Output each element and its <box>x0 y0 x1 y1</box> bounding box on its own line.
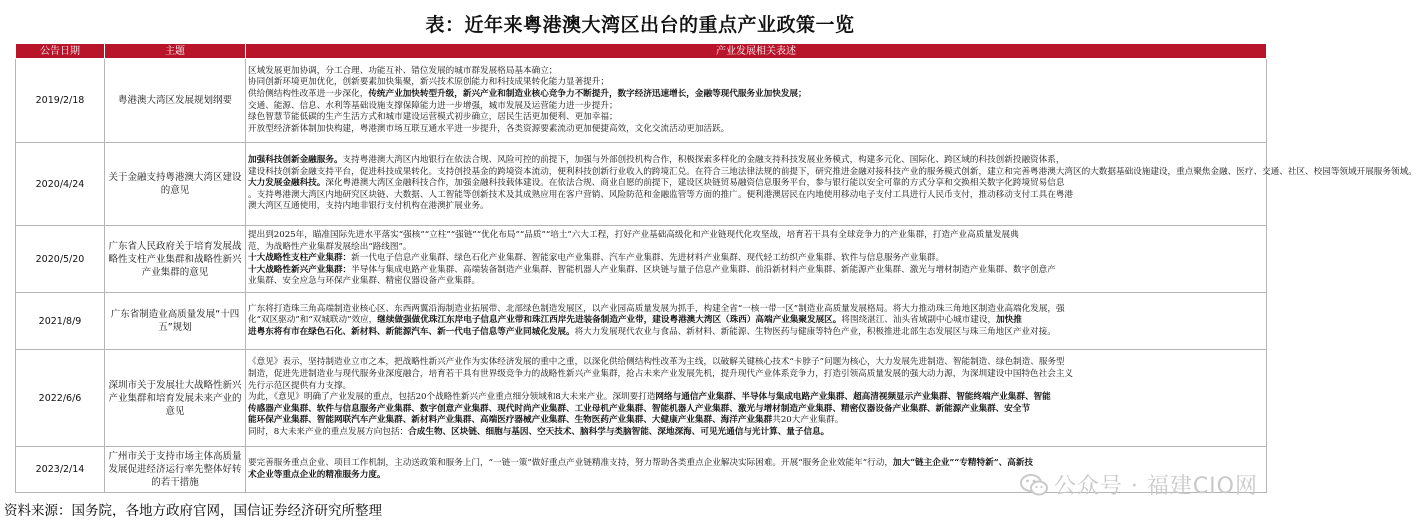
wechat-icon <box>1020 474 1048 496</box>
watermark <box>1020 469 1258 500</box>
body-text: 制造，促进先进制造业与现代服务业深度融合，培育若干具有世界级竞争力的战略性新兴产业集群，抢占未来产业发展先机，提升现代产业体系竞争力，打造引领高质量发展的强大动力源，为深圳建设中国特色社会主义 <box>248 369 1074 380</box>
body-text: 将围绕湛江、汕头省域副中心城市建设， <box>841 315 997 326</box>
body-text: 交通、能源、信息、水利等基础设施支撑保障能力进一步增强，城市发展及运营能力进一步提升； <box>248 100 618 111</box>
description-line <box>248 155 1264 167</box>
emphasis-text: 继续做强做优珠江东岸电子信息产业带和珠江西岸先进装备制造产业带，建设粤港澳大湾区（珠西）高端产业集聚发展区。 <box>377 315 842 326</box>
description-line <box>248 77 1264 89</box>
body-text: 建设科技创新金融支持平台，促进科技成果转化。支持创投基金的跨境资本流动，便利科技创新行业收入的跨境汇兑。在符合三地法律法规的前提下，研究推进金融对接科技产业的服务模式创新，建立和完善粤港澳大湾区的大数据基础设施建设，重点聚焦金融、医疗、交通、社区、校园等领域开展服务领域。 <box>248 166 1417 177</box>
cell-date: 2019/2/18 <box>16 59 105 143</box>
body-text: 区域发展更加协调，分工合理、功能互补、错位发展的城市群发展格局基本确立； <box>248 65 558 76</box>
description-line <box>248 166 1417 179</box>
body-text: 共20大产业集群。 <box>772 415 844 426</box>
cell-topic: 广东省制造业高质量发展“十四五”规划 <box>105 293 246 350</box>
description-line <box>248 315 1264 327</box>
body-text: 业集群、安全应急与环保产业集群、精密仪器设备产业集群。 <box>248 276 481 287</box>
cell-topic: 深圳市关于发展壮大战略性新兴产业集群和培育发展未来产业的意见 <box>105 350 246 447</box>
body-text: 新一代电子信息产业集群、绿色石化产业集群、智能家电产业集群、汽车产业集群、先进材料产业集群、现代轻工纺织产业集群、软件与信息服务产业集群。 <box>351 253 945 264</box>
body-text: 提出到2025年，瞄准国际先进水平落实“强核”“立柱”“强链”“优化布局”“品质”“培土”六大工程，打好产业基础高级化和产业链现代化攻坚战，培育若干具有全球竞争力的产业集群，打造产业高质量发展典 <box>248 230 1019 241</box>
description-line <box>248 253 1264 265</box>
table-row <box>16 350 1267 447</box>
emphasis-text: 网络与通信产业集群、半导体与集成电路产业集群、超高清视频显示产业集群、智能终端产业集群、智能 <box>655 392 1051 403</box>
watermark-text: 公众号 · 福建CIO网 <box>1053 474 1258 499</box>
description-line <box>248 265 1264 277</box>
emphasis-text: 能环保产业集群、智能网联汽车产业集群、新材料产业集群、高端医疗器械产业集群、生物医药产业集群、大健康产业集群、海洋产业集群 <box>248 415 773 426</box>
description-line <box>248 89 1264 101</box>
description-line <box>248 404 1264 416</box>
page-title: 表：近年来粤港澳大湾区出台的重点产业政策一览 <box>425 14 855 36</box>
body-text: 半导体与集成电路产业集群、高端装备制造产业集群、智能机器人产业集群、区块链与量子信息产业集群、前沿新材料产业集群、新能源产业集群、激光与增材制造产业集群、数字创意产 <box>351 264 1056 275</box>
body-text: 支持粤港澳大湾区内地银行在依法合规、风险可控的前提下，加强与外部创投机构合作，积极探索多样化的金融支持科技发展业务模式，构建多元化、国际化、跨区域的科技创新投融资体系， <box>342 155 1065 166</box>
cell-description <box>246 226 1267 293</box>
emphasis-text: 十大战略性支柱产业集群： <box>248 253 352 264</box>
cell-topic: 粤港澳大湾区发展规划纲要 <box>105 59 246 143</box>
body-text: 同时，8大未来产业的重点发展方向包括： <box>248 426 409 437</box>
emphasis-text: 术企业等重点企业的精准服务力度。 <box>248 469 386 480</box>
cell-description <box>246 293 1267 350</box>
policy-table <box>15 43 1417 493</box>
cell-description <box>246 350 1267 447</box>
description-line <box>248 190 1264 202</box>
cell-topic: 广东省人民政府关于培育发展战略性支柱产业集群和战略性新兴产业集群的意见 <box>105 226 246 293</box>
body-text: 要完善服务重点企业、项目工作机制，主动送政策和服务上门，“一链一策”做好重点产业链精准支持，努力帮助各类重点企业解决实际困难。开展“服务企业效能年”行动， <box>248 457 893 468</box>
emphasis-text: 进粤东将有市在绿色石化、新材料、新能源汽车、新一代电子信息等产业同城化发展。 <box>248 326 575 337</box>
body-text: 化“双区驱动”和“双城联动”效应， <box>248 315 378 326</box>
description-line <box>248 101 1264 113</box>
body-text: 深化粤港澳大湾区金融科技合作，加强金融科技载体建设。在依法合规、商业自愿的前提下，建设区块链贸易融资信息服务平台，参与银行能以安全可靠的方式分享和交换相关数字化跨境贸易信息 <box>325 178 1065 189</box>
description-line <box>248 304 1264 316</box>
body-text: 澳大湾区互通使用，支持内地非银行支付机构在港澳扩展业务。 <box>248 201 489 212</box>
emphasis-text: 传感器产业集群、软件与信息服务产业集群、数字创意产业集群、现代时尚产业集群、工业母机产业集群、智能机器人产业集群、激光与增材制造产业集群、精密仪器设备产业集群、新能源产业集群、安全节 <box>248 403 1031 414</box>
body-text: 范，为战略性产业集群发展绘出“路线图”。 <box>248 241 412 252</box>
source-note: 资料来源：国务院，各地方政府官网，国信证券经济研究所整理 <box>4 503 382 519</box>
description-line <box>248 276 1264 288</box>
description-line <box>248 201 1264 213</box>
emphasis-text: 大力发展金融科技。 <box>248 178 326 189</box>
body-text: 将大力发展现代农业与食品、新材料、新能源、生物医药与健康等特色产业，积极推进北部生态发展区与珠三角地区产业对接。 <box>574 326 1056 337</box>
description-line <box>248 230 1264 242</box>
cell-topic: 广州市关于支持市场主体高质量发展促进经济运行率先整体好转的若干措施 <box>105 447 246 493</box>
emphasis-text: 加快推 <box>996 315 1022 326</box>
description-line <box>248 124 1264 136</box>
emphasis-text: 十大战略性新兴产业集群： <box>248 264 352 275</box>
header-desc: 产业发展相关表述 <box>246 44 1267 59</box>
body-text: 绿色智慧节能低碳的生产生活方式和城市建设运营模式初步确立，居民生活更加便利、更加幸福； <box>248 112 618 123</box>
description-line <box>248 327 1264 339</box>
description-line <box>248 112 1264 124</box>
emphasis-text: 传统产业加快转型升级，新兴产业和制造业核心竞争力不断提升，数字经济迅速增长，金融等现代服务业加快发展； <box>368 88 807 99</box>
cell-topic: 关于金融支持粤港澳大湾区建设的意见 <box>105 143 246 226</box>
body-text: 先行示范区提供有力支撑。 <box>248 380 352 391</box>
description-line <box>248 66 1264 78</box>
description-line <box>248 357 1264 369</box>
emphasis-text: 加强科技创新金融服务。 <box>248 155 343 166</box>
cell-date: 2022/6/6 <box>16 350 105 447</box>
description-line <box>248 381 1264 393</box>
cell-date: 2023/2/14 <box>16 447 105 493</box>
table-header-row <box>16 44 1267 59</box>
table-body <box>16 59 1417 493</box>
table-row <box>16 226 1267 293</box>
header-date: 公告日期 <box>16 44 105 59</box>
cell-description <box>246 143 1417 226</box>
description-line <box>248 415 1264 427</box>
body-text: 《意见》表示，坚持制造业立市之本，把战略性新兴产业作为实体经济发展的重中之重，以深化供给侧结构性改革为主线，以破解关键核心技术“卡脖子”问题为核心，大力发展先进制造、智能制造、绿色制造、服务型 <box>248 357 1065 368</box>
body-text: 为此，《意见》明确了产业发展的重点，包括20个战略性新兴产业重点细分领域和8大未来产业。深圳要打造 <box>248 392 656 403</box>
cell-description <box>246 59 1267 143</box>
body-text: 开放型经济新体制加快构建，粤港澳市场互联互通水平进一步提升，各类资源要素流动更加便捷高效，文化交流活动更加活跃。 <box>248 123 730 134</box>
table-row <box>16 59 1267 143</box>
emphasis-text: 合成生物、区块链、细胞与基因、空天技术、脑科学与类脑智能、深地深海、可见光通信与光计算、量子信息。 <box>408 426 830 437</box>
table-row <box>16 293 1267 350</box>
description-line <box>248 242 1264 254</box>
cell-date: 2021/8/9 <box>16 293 105 350</box>
description-line <box>248 392 1264 404</box>
description-line <box>248 427 1264 439</box>
body-text: 协同创新环境更加优化，创新要素加快集聚，新兴技术原创能力和科技成果转化能力显著提升； <box>248 77 609 88</box>
body-text: 供给侧结构性改革进一步深化， <box>248 88 369 99</box>
body-text: 。支持粤港澳大湾区内地研究区块链、大数据、人工智能等创新技术及其成熟应用在客户营销、风险防范和金融监管等方面的推广。便利港澳居民在内地使用移动电子支付工具进行人民币支付，推动移动支付工具在粤港 <box>248 189 1074 200</box>
header-topic: 主题 <box>105 44 246 59</box>
description-line <box>248 369 1264 381</box>
cell-date: 2020/5/20 <box>16 226 105 293</box>
cell-date: 2020/4/24 <box>16 143 105 226</box>
emphasis-text: 加大“链主企业”“专精特新”、高新技 <box>892 457 1034 468</box>
description-line <box>248 458 1264 470</box>
description-line <box>248 178 1264 190</box>
body-text: 广东将打造珠三角高端制造业核心区、东西两翼沿海制造业拓展带、北部绿色制造发展区，以产业园高质量发展为抓手，构建全省“一核一带一区”制造业高质量发展格局。将大力推动珠三角地区制造业高端化发展，强 <box>248 303 1065 314</box>
table-row <box>16 143 1267 226</box>
